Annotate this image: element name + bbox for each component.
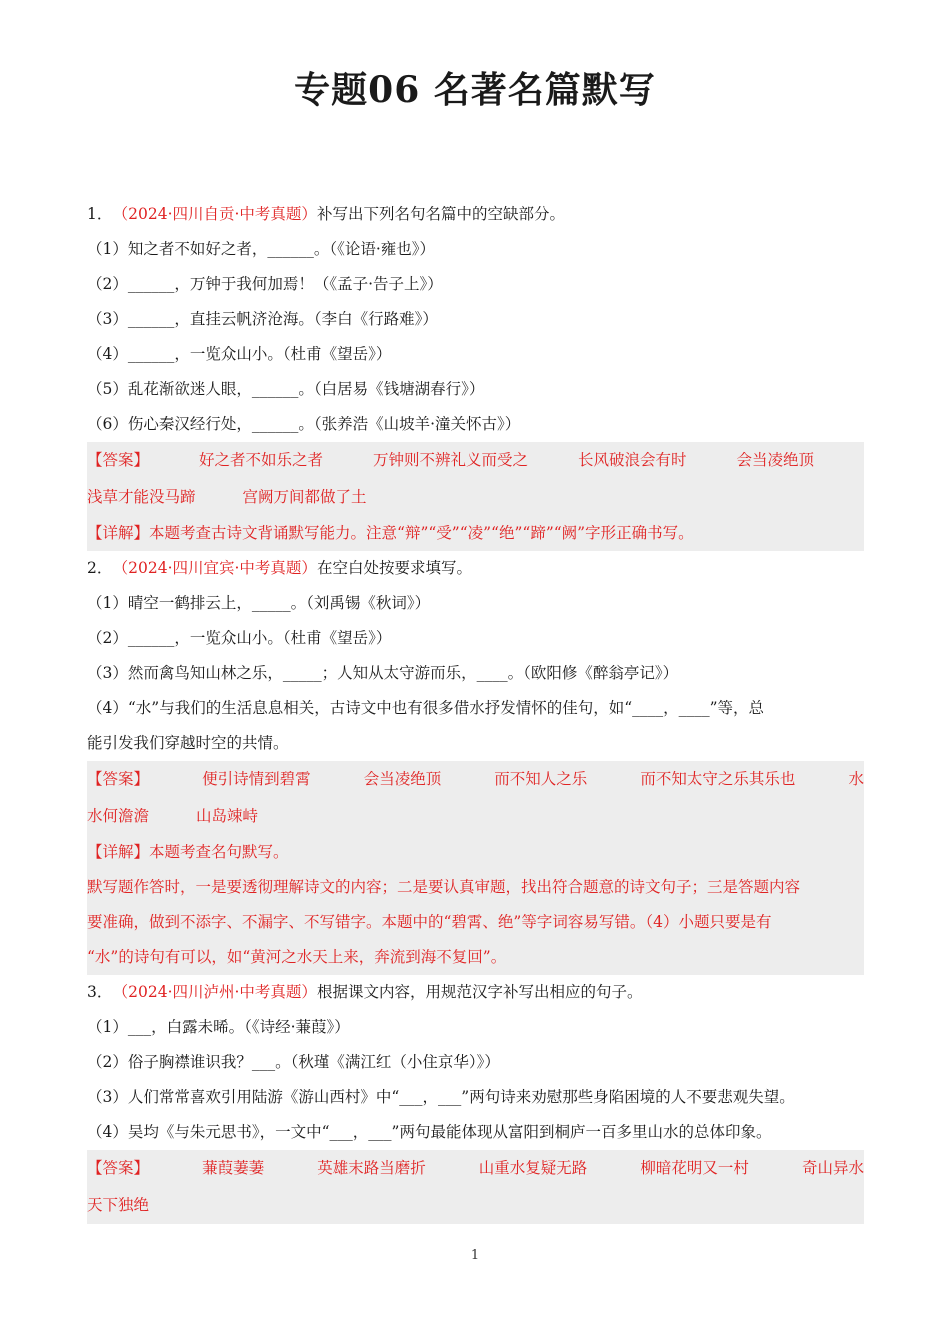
question-prompt: 根据课文内容，用规范汉字补写出相应的句子。 xyxy=(316,983,643,1001)
answer-item: 山岛竦峙 xyxy=(195,807,258,825)
answer-item: 长风破浪会有时 xyxy=(578,451,687,469)
question-item: （4）______，一览众山小。（杜甫《望岳》） xyxy=(87,345,392,363)
page-title: 专题06 名著名篇默写 xyxy=(294,69,656,111)
question-item: （4）吴均《与朱元思书》，一文中“___，___”两句最能体现从富阳到桐庐一百多里山水的总体印象。 xyxy=(87,1123,772,1141)
answer-label: 【答案】 xyxy=(87,1159,150,1177)
answer-item: 蒹葭萋萋 xyxy=(202,1159,265,1177)
answer-line xyxy=(87,442,864,479)
question-2 xyxy=(87,551,864,975)
question-prompt: 在空白处按要求填写。 xyxy=(316,559,472,577)
question-item: （1）___，白露未晞。（《诗经·蒹葭》） xyxy=(87,1018,350,1036)
answer-item: 会当凌绝顶 xyxy=(736,451,815,469)
answer-item: 柳暗花明又一村 xyxy=(640,1159,749,1177)
question-item: 能引发我们穿越时空的共情。 xyxy=(87,734,289,752)
page-number: 1 xyxy=(470,1248,480,1263)
answer-line xyxy=(87,1187,864,1224)
question-number: 1． xyxy=(87,205,113,223)
question-item: （1）晴空一鹤排云上，_____。（刘禹锡《秋词》） xyxy=(87,594,431,612)
question-header xyxy=(87,197,864,232)
detail-label: 【详解】 xyxy=(87,843,150,861)
answer-item: 万钟则不辨礼义而受之 xyxy=(373,451,529,469)
question-item: （3）然而禽鸟知山林之乐，_____；人知从太守游而乐，____。（欧阳修《醉翁亭记》） xyxy=(87,664,679,682)
question-item: （3）人们常常喜欢引用陆游《游山西村》中“___，___”两句诗来劝慰那些身陷困境的人不要悲观失望。 xyxy=(87,1088,795,1106)
answer-label: 【答案】 xyxy=(87,770,150,788)
detail-label: 【详解】 xyxy=(87,524,150,542)
question-prompt: 补写出下列名句名篇中的空缺部分。 xyxy=(316,205,565,223)
question-source: （2024·四川泸州·中考真题） xyxy=(120,983,317,1001)
question-source: （2024·四川自贡·中考真题） xyxy=(120,205,317,223)
answer-item: 而不知太守之乐其乐也 xyxy=(640,770,796,788)
question-3 xyxy=(87,975,864,1224)
question-item: （4）“水”与我们的生活息息相关，古诗文中也有很多借水抒发情怀的佳句，如“____，____”等，总 xyxy=(87,699,765,717)
question-number: 2． xyxy=(87,559,113,577)
answer-line: 【答案】 便引诗情到碧霄 会当凌绝顶 而不知人之乐 而不知太守之乐其乐也 水 xyxy=(87,761,864,798)
detail-text: 本题考查名句默写。 xyxy=(149,843,289,861)
answer-item: 好之者不如乐之者 xyxy=(199,451,324,469)
question-1 xyxy=(87,197,864,551)
detail-paragraph-line: 要准确，做到不添字、不漏字、不写错字。本题中的“碧霄、绝”等字词容易写错。（4）小题只要是有 xyxy=(87,913,772,931)
question-number: 3． xyxy=(87,983,113,1001)
answer-item: 而不知人之乐 xyxy=(494,770,588,788)
answer-item: 天下独绝 xyxy=(87,1196,150,1214)
answer-item: 宫阙万间都做了土 xyxy=(242,488,367,506)
answer-block xyxy=(87,761,864,975)
answer-item: 英雄末路当磨折 xyxy=(317,1159,426,1177)
answer-line xyxy=(87,479,864,516)
detail-text: 本题考查古诗文背诵默写能力。注意“辩”“受”“凌”“绝”“蹄”“阙”字形正确书写。 xyxy=(149,524,694,542)
question-item: （3）______，直挂云帆济沧海。（李白《行路难》） xyxy=(87,310,438,328)
question-item: （6）伤心秦汉经行处，______。（张养浩《山坡羊·潼关怀古》） xyxy=(87,415,521,433)
answer-item: 便引诗情到碧霄 xyxy=(202,770,311,788)
question-header xyxy=(87,551,864,586)
question-item: （2）______，万钟于我何加焉！（《孟子·告子上》） xyxy=(87,275,443,293)
answer-line xyxy=(87,798,864,835)
answer-item: 浅草才能没马蹄 xyxy=(87,488,196,506)
answer-label: 【答案】 xyxy=(87,451,150,469)
detail-paragraph-line: 默写题作答时，一是要透彻理解诗文的内容；二是要认真审题，找出符合题意的诗文句子；三是答题内容 xyxy=(87,878,801,896)
detail-line xyxy=(87,835,864,870)
question-item: （2）______，一览众山小。（杜甫《望岳》） xyxy=(87,629,392,647)
answer-item: 水何澹澹 xyxy=(87,807,150,825)
content xyxy=(87,197,864,1224)
answer-block xyxy=(87,442,864,551)
question-item: （5）乱花渐欲迷人眼，______。（白居易《钱塘湖春行》） xyxy=(87,380,485,398)
answer-item: 会当凌绝顶 xyxy=(363,770,442,788)
question-item: （2）俗子胸襟谁识我？___。（秋瑾《满江红（小住京华）》） xyxy=(87,1053,500,1071)
question-source: （2024·四川宜宾·中考真题） xyxy=(120,559,317,577)
question-item: （1）知之者不如好之者，______。（《论语·雍也》） xyxy=(87,240,436,258)
answer-block xyxy=(87,1150,864,1224)
answer-line xyxy=(87,1150,864,1187)
answer-item: 山重水复疑无路 xyxy=(478,1159,588,1177)
detail-paragraph-line: “水”的诗句有可以，如“黄河之水天上来，奔流到海不复回”。 xyxy=(87,948,507,966)
question-header xyxy=(87,975,864,1010)
detail-line xyxy=(87,516,864,551)
answer-item: 奇山异水 xyxy=(801,1159,864,1177)
